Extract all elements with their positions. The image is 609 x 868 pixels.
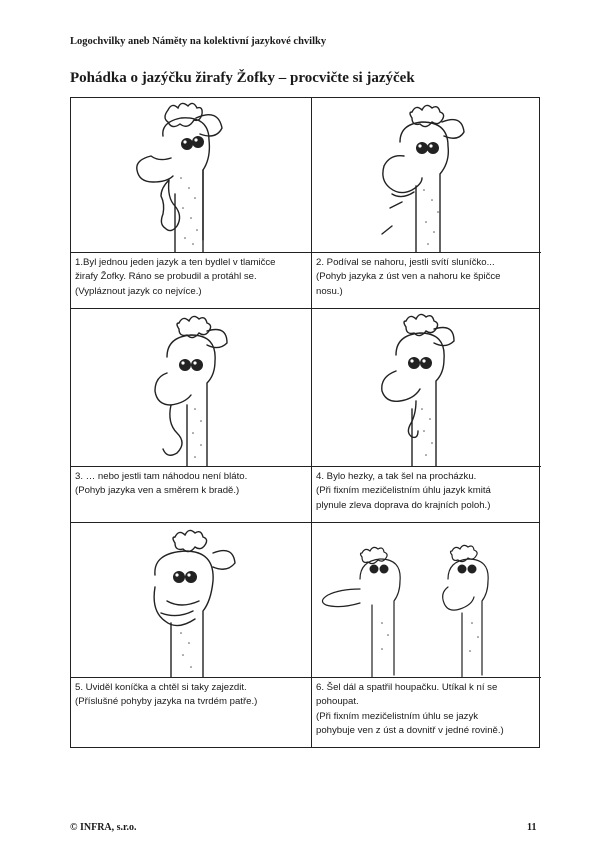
story-line: 4. Bylo hezky, a tak šel na procházku. bbox=[316, 471, 477, 482]
story-cell-3 bbox=[71, 309, 311, 522]
story-line: 3. … nebo jestli tam náhodou není bláto. bbox=[75, 471, 248, 482]
story-cell-2 bbox=[312, 98, 541, 308]
story-cell-6 bbox=[312, 523, 541, 749]
footer-copyright: © INFRA, s.r.o. bbox=[70, 822, 137, 833]
story-text-4 bbox=[312, 466, 541, 522]
story-text-6 bbox=[312, 677, 541, 749]
story-line: plynule zleva doprava do krajních poloh.) bbox=[316, 499, 491, 511]
story-line: 5. Uviděl koníčka a chtěl si taky zajezdit. bbox=[75, 682, 247, 693]
story-text-1 bbox=[71, 252, 311, 308]
giraffe-illustration-2 bbox=[312, 98, 541, 252]
story-cell-5 bbox=[71, 523, 311, 749]
story-line: (Pohyb jazyka ven a směrem k bradě.) bbox=[75, 485, 240, 497]
story-line: (Vypláznout jazyk co nejvíce.) bbox=[75, 285, 202, 297]
giraffe-illustration-1 bbox=[71, 98, 311, 252]
story-text-5 bbox=[71, 677, 311, 749]
story-line: 6. Šel dál a spatřil houpačku. Utíkal k ní se bbox=[316, 682, 498, 693]
story-cell-4 bbox=[312, 309, 541, 522]
story-line: (Při fixním mezičelistním úhlu se jazyk bbox=[316, 710, 479, 722]
story-text-3 bbox=[71, 466, 311, 522]
story-grid bbox=[70, 97, 540, 748]
story-line: 2. Podíval se nahoru, jestli svítí sluníčko... bbox=[316, 257, 495, 268]
giraffe-illustration-3 bbox=[71, 309, 311, 466]
story-text-2 bbox=[312, 252, 541, 308]
story-line: nosu.) bbox=[316, 285, 343, 297]
story-line: (Pohyb jazyka z úst ven a nahoru ke špičce bbox=[316, 271, 501, 283]
story-line: (Při fixním mezičelistním úhlu jazyk kmitá bbox=[316, 485, 491, 497]
giraffe-illustration-5 bbox=[71, 523, 311, 677]
page-header: Logochvilky aneb Náměty na kolektivní jazykové chvilky bbox=[70, 36, 327, 47]
story-line: pohybuje ven z úst a dovnitř v jedné rovině.) bbox=[316, 724, 504, 736]
giraffe-illustration-4 bbox=[312, 309, 541, 466]
story-line: 1.Byl jednou jeden jazyk a ten bydlel v tlamičce bbox=[75, 257, 276, 268]
giraffe-illustration-6 bbox=[312, 523, 541, 677]
story-line: žirafy Žofky. Ráno se probudil a protáhl se. bbox=[75, 271, 257, 283]
story-cell-1 bbox=[71, 98, 311, 308]
page-number: 11 bbox=[527, 822, 537, 833]
page-title: Pohádka o jazýčku žirafy Žofky – procvičte si jazýček bbox=[70, 70, 415, 86]
story-line: (Příslušné pohyby jazyka na tvrdém patře.) bbox=[75, 696, 258, 708]
story-line: pohoupat. bbox=[316, 696, 359, 708]
